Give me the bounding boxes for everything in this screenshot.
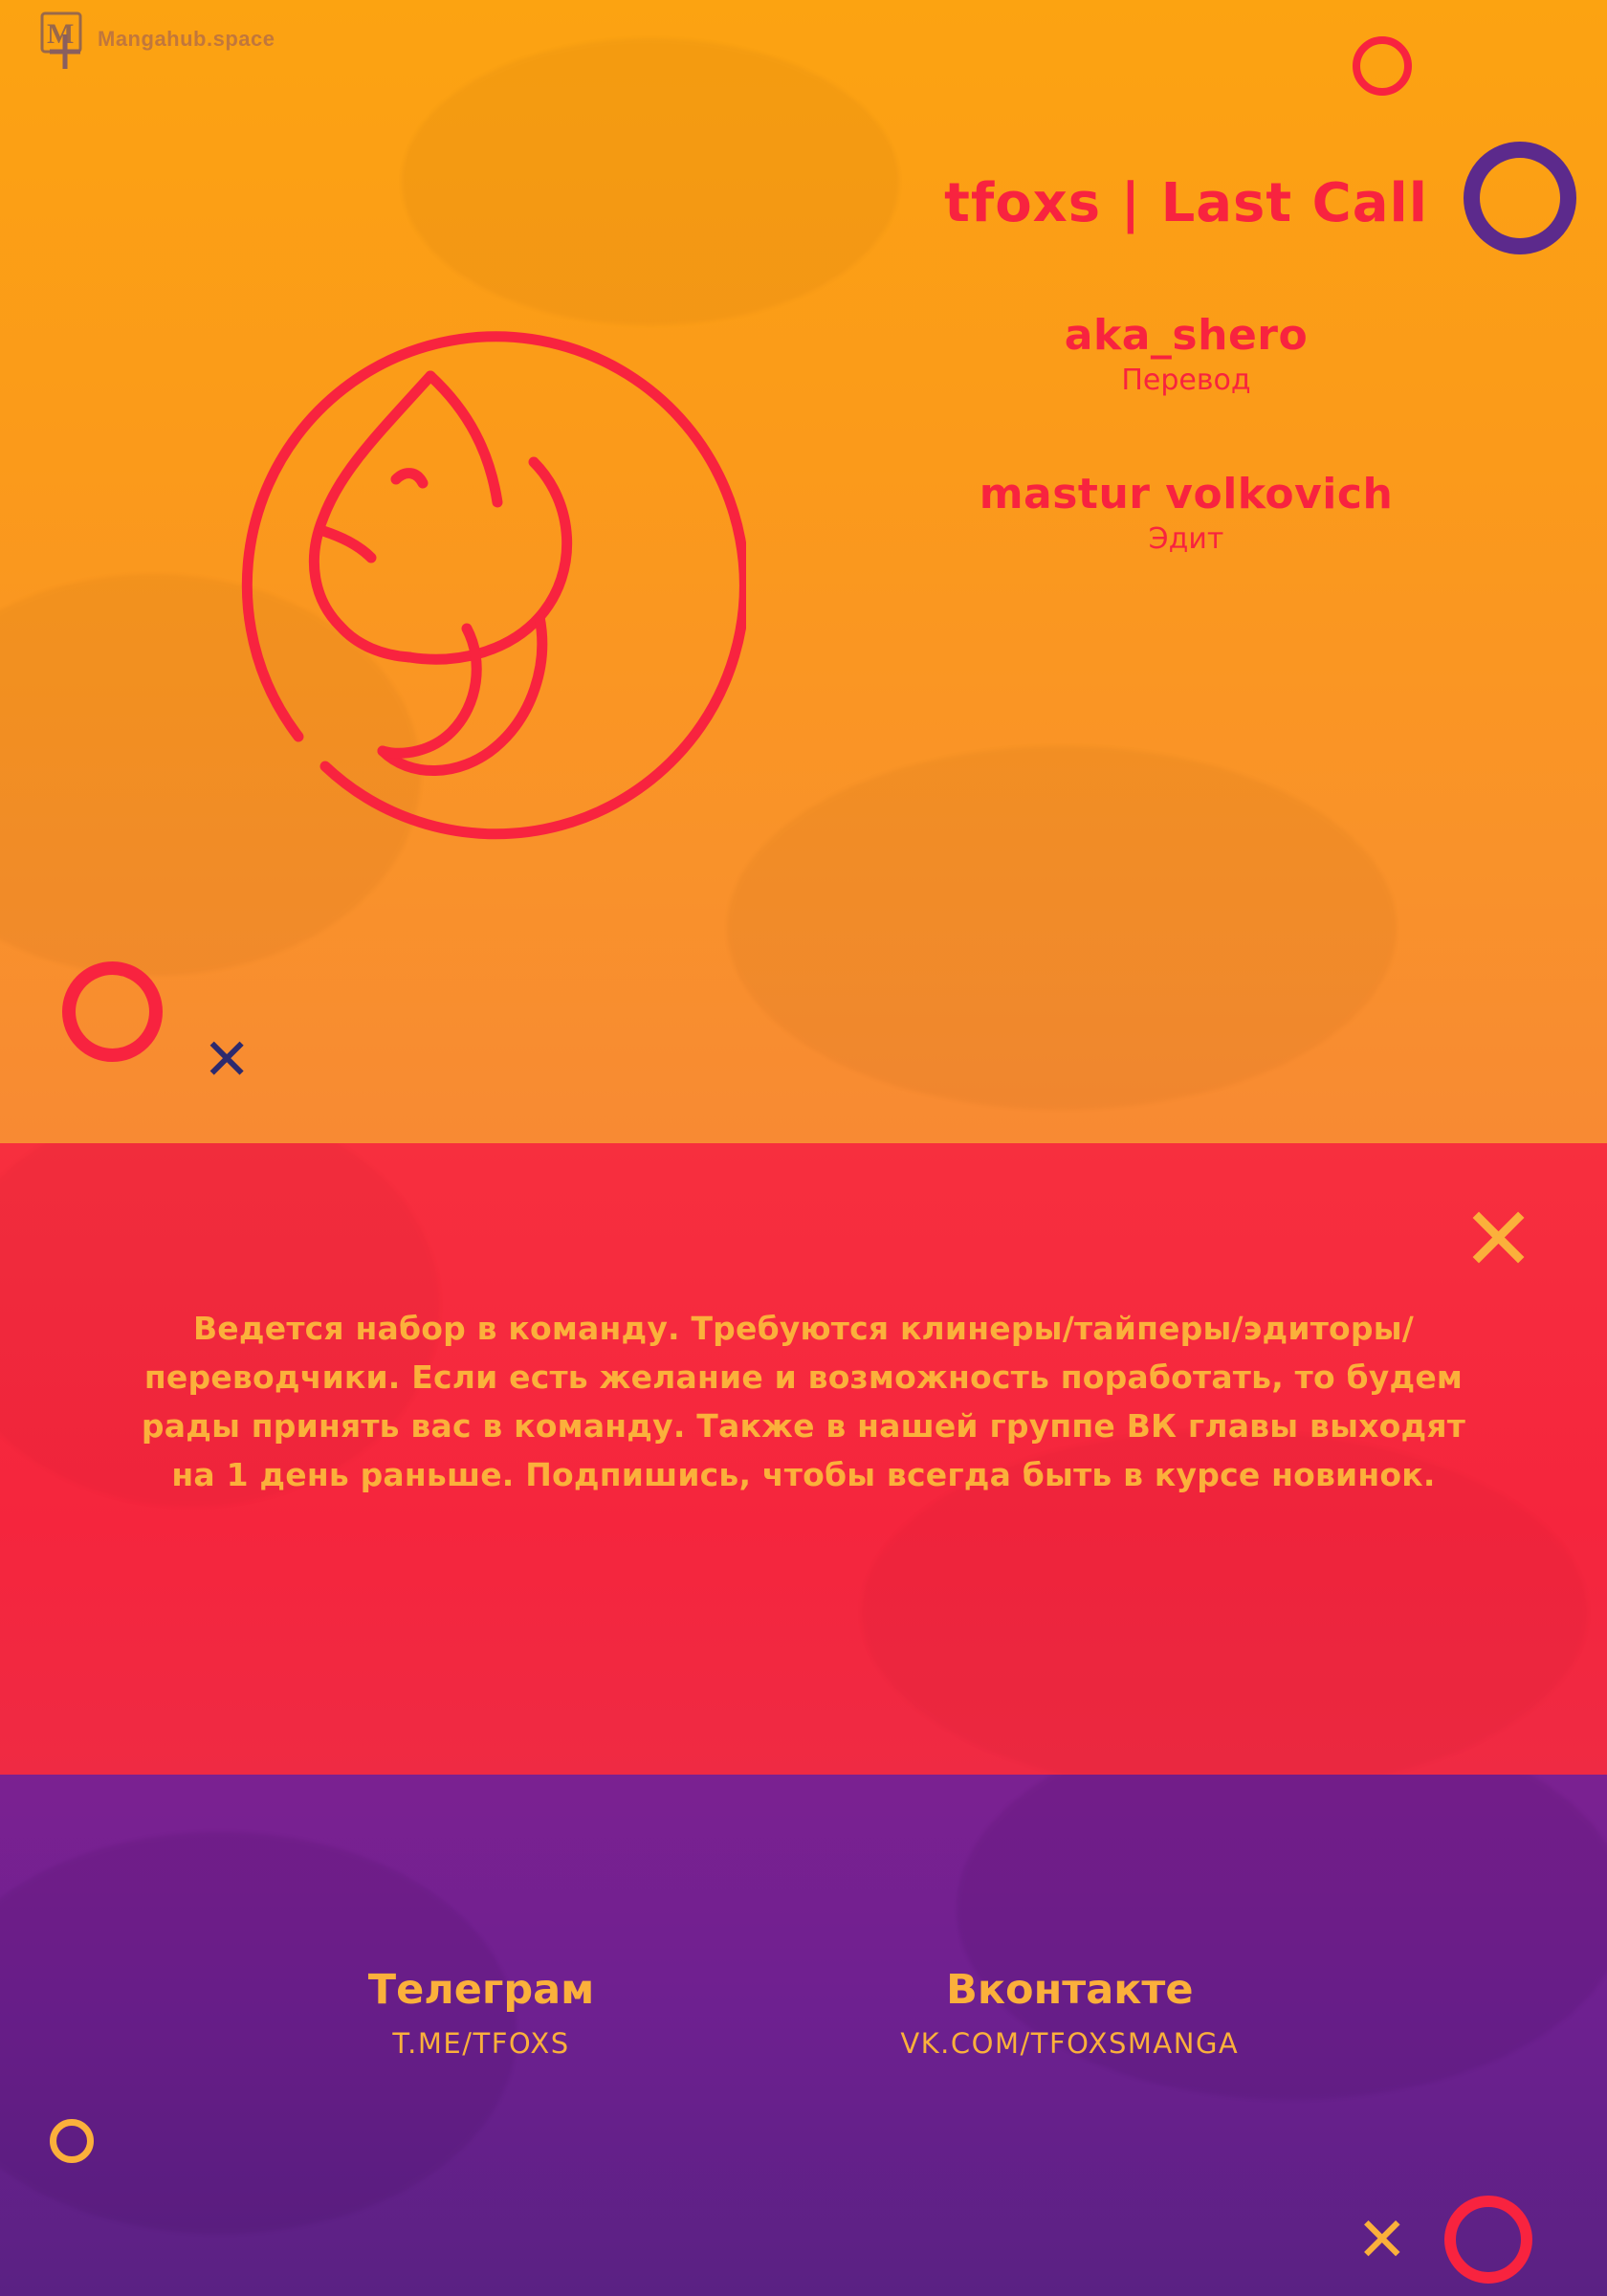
background-texture: [727, 746, 1397, 1110]
credit-role: Эдит: [1148, 522, 1224, 556]
credit-entry: [804, 311, 1569, 397]
link-url[interactable]: VK.COM/TFOXSMANGA: [900, 2027, 1240, 2060]
page-title: tfoxs | Last Call: [944, 172, 1428, 234]
link-url[interactable]: T.ME/TFOXS: [392, 2027, 570, 2060]
link-title: Вконтакте: [946, 1966, 1194, 2014]
credit-entry: [804, 470, 1569, 556]
mh-logo-icon: [36, 10, 96, 69]
ring-icon: [1353, 36, 1412, 96]
cross-icon: ✕: [1462, 1188, 1536, 1291]
recruitment-text: Ведется набор в команду. Требуются клинеры/тайперы/эдиторы/переводчики. Если есть желание и возможность поработать, то будем рады принять вас в команду. Также в нашей группе ВК главы выходят на 1 день раньше. Подпишись, чтобы всегда быть в курсе новинок.: [141, 1310, 1466, 1494]
links-band: [0, 1775, 1607, 2296]
link-telegram[interactable]: [368, 1966, 595, 2060]
svg-text:M: M: [47, 18, 75, 50]
social-links: [0, 1966, 1607, 2060]
ring-icon: [1444, 2196, 1532, 2284]
ring-icon: [50, 2119, 94, 2163]
watermark: [36, 10, 275, 69]
ring-icon: [62, 961, 163, 1062]
cross-icon: ✕: [203, 1027, 252, 1093]
credits-block: [804, 172, 1569, 556]
link-title: Телеграм: [367, 1966, 595, 2014]
watermark-text: Mangahub.space: [98, 27, 275, 51]
fox-head-circle-icon: [153, 215, 746, 885]
cross-icon: ✕: [1356, 2205, 1408, 2276]
top-orange-band: [0, 0, 1607, 1143]
link-vkontakte[interactable]: [900, 1966, 1239, 2060]
credit-name: aka_shero: [1064, 311, 1309, 360]
credit-name: mastur volkovich: [979, 470, 1394, 519]
recruitment-band: [0, 1143, 1607, 1775]
credit-role: Перевод: [1121, 364, 1251, 397]
